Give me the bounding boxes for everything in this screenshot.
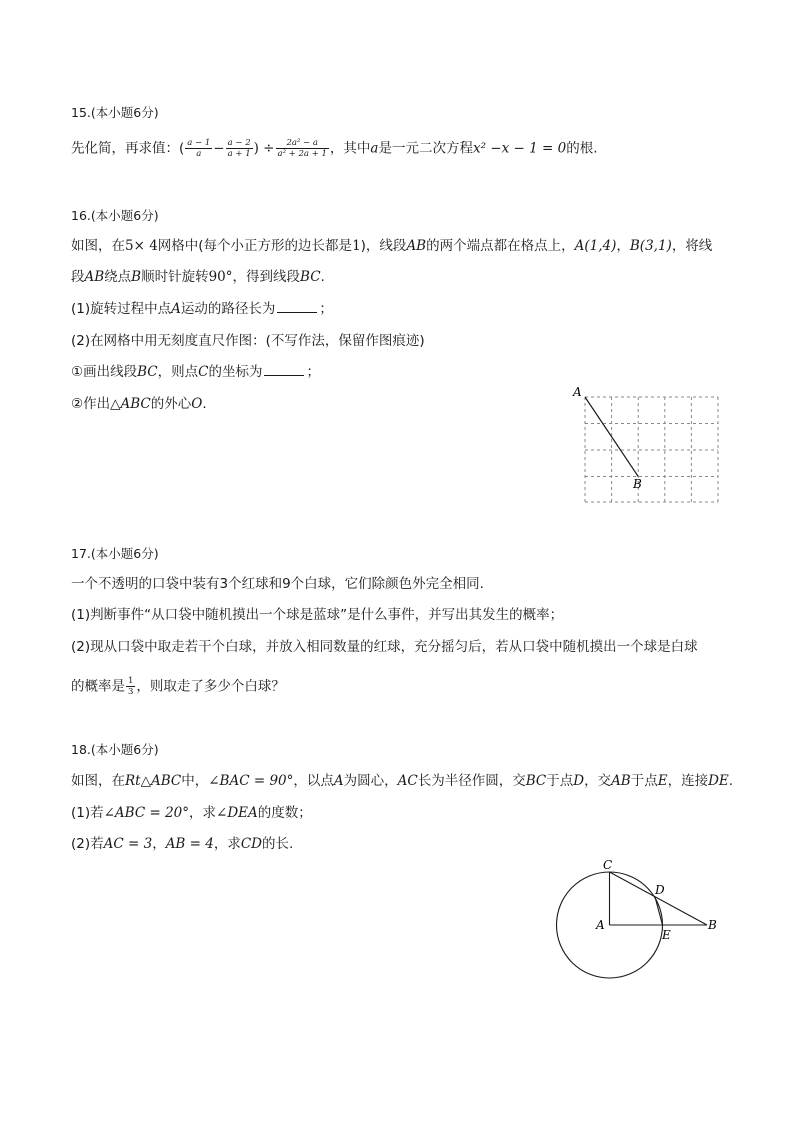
segment-de [655, 897, 663, 925]
q18-angle-abc: ∠ABC = 20° [103, 805, 190, 821]
q18-point-e: E [657, 773, 668, 789]
q18-text: (1)若 [71, 805, 104, 821]
q16-triangle: △ABC [110, 396, 151, 412]
q18-header: 18.(本小题6分) [71, 742, 159, 757]
q15-f3-num: 2a² − a [276, 138, 329, 149]
q16-text: ，得到线段 [232, 269, 301, 285]
q16-text: 顺时针旋转 [141, 269, 209, 285]
answer-blank [277, 299, 317, 313]
q18-text: 中， [181, 773, 209, 789]
q16-grid-size: 5× 4 [125, 238, 158, 254]
q17-text: 的概率是 [71, 678, 125, 695]
q16-part-2-1 [71, 362, 320, 382]
q18-seg-de: DE [708, 773, 729, 789]
q18-rt: Rt [125, 773, 141, 789]
q15-f1-den: a [196, 149, 202, 159]
q15-f2-den: a + 1 [227, 149, 251, 159]
q17-header: 17.(本小题6分) [71, 546, 159, 561]
q16-point-b: B [131, 269, 142, 285]
q18-text: 于点 [630, 773, 658, 789]
q18-ab-value: AB = 4 [165, 836, 214, 852]
q17-frac-den: 3 [128, 687, 134, 697]
q17-line-1: 一个不透明的口袋中装有3个红球和9个白球，它们除颜色外完全相同. [71, 576, 484, 592]
q16-grid-figure [565, 380, 735, 510]
q18-text: . [728, 773, 734, 789]
q18-text: (2)若 [71, 836, 104, 852]
q16-angle: 90° [208, 269, 233, 285]
label-d: D [655, 883, 665, 897]
q16-text: ，将线 [671, 238, 713, 254]
q15-tail: 的根. [566, 140, 598, 157]
q18-angle-dea: ∠DEA [216, 805, 258, 821]
q15-f3-den: a² + 2a + 1 [277, 149, 327, 159]
q16-text: ，则点 [157, 364, 199, 380]
q15-div: ) ÷ [253, 140, 275, 157]
q16-text: 网格中(每个小正方形的边长都是 [157, 238, 353, 254]
q17-frac-num: 1 [128, 676, 134, 686]
q15-f1-num: a − 1 [187, 138, 211, 148]
q17-text: ，则取走了多少个白球？ [136, 678, 285, 695]
q18-text: 的度数； [257, 805, 312, 821]
q16-text: )，线段 [360, 238, 407, 254]
q15-fraction-1 [185, 138, 212, 159]
q15-intro: 先化简，再求值：( [71, 140, 185, 157]
q18-point-a: A [333, 773, 344, 789]
q16-point-b: B(3,1) [629, 238, 672, 254]
q18-text: 于点 [546, 773, 574, 789]
q18-ac-value: AC = 3 [103, 836, 153, 852]
q17-line-3: (2)现从口袋中取走若干个白球，并放入相同数量的红球，充分摇匀后，若从口袋中随机摸出一个球是白球 [71, 639, 698, 655]
q16-text: ， [616, 238, 630, 254]
q16-seg-bc: BC [300, 269, 321, 285]
q16-seg-ab: AB [84, 269, 105, 285]
q17-line-2: (1)判断事件“从口袋中随机摸出一个球是蓝球”是什么事件，并写出其发生的概率； [71, 607, 564, 623]
q18-point-d: D [573, 773, 585, 789]
q15-f2-num: a − 2 [227, 138, 251, 148]
q16-text: 的两个端点都在格点上， [426, 238, 575, 254]
grid-lines [585, 397, 718, 502]
q16-text: 绕点 [104, 269, 132, 285]
q16-text: 如图，在 [71, 238, 125, 254]
q18-text: ，连接 [667, 773, 709, 789]
q18-text: ，交 [584, 773, 612, 789]
q16-text: ； [306, 364, 320, 380]
q16-part-2: (2)在网格中用无刻度直尺作图：(不写作法，保留作图痕迹) [71, 333, 425, 349]
q18-text: ，以点 [293, 773, 334, 789]
q16-text: . [320, 269, 325, 285]
q15-var-a: a [370, 140, 379, 157]
q15-mid: ，其中 [329, 140, 371, 157]
q16-part-2-2 [71, 394, 207, 414]
q18-part-1 [71, 803, 312, 823]
q16-seg-ab: AB [406, 238, 427, 254]
q15-statement [71, 138, 598, 159]
q16-text: 段 [71, 269, 85, 285]
q16-text: (1)旋转过程中点 [71, 301, 172, 317]
q17-fraction [126, 676, 135, 697]
q16-text: 运动的路径长为 [180, 301, 276, 317]
q15-equation: x² −x − 1 = 0 [472, 140, 567, 157]
answer-blank [264, 362, 304, 376]
label-a: A [573, 385, 582, 399]
q15-header: 15.(本小题6分) [71, 105, 159, 120]
q18-triangle: △ABC [140, 773, 182, 789]
q15-mid2: 是一元二次方程 [378, 140, 473, 157]
q18-seg-bc: BC [525, 773, 547, 789]
q18-text: ， [152, 836, 166, 852]
q16-text: 的外心 [150, 396, 192, 412]
q18-seg-ac: AC [397, 773, 418, 789]
label-b: B [633, 477, 642, 491]
q18-text: ，求 [189, 805, 217, 821]
q16-point-a: A(1,4) [574, 238, 617, 254]
segment-bc [610, 872, 708, 925]
label-c: C [603, 858, 613, 872]
q16-unit: 1 [352, 238, 361, 254]
q16-header: 16.(本小题6分) [71, 208, 159, 223]
q15-minus: − [213, 140, 225, 157]
q16-point-a: A [171, 301, 181, 317]
q16-line-1 [71, 236, 712, 256]
q16-point-o: O [191, 396, 203, 412]
q16-text: ①画出线段 [71, 364, 138, 380]
q18-text: 的长. [262, 836, 294, 852]
q18-text: 为圆心， [343, 773, 398, 789]
q17-line-4 [71, 676, 285, 697]
q16-seg-bc: BC [137, 364, 158, 380]
q18-part-2 [71, 834, 293, 854]
label-b: B [708, 918, 717, 932]
q16-point-c: C [198, 364, 209, 380]
q16-line-2 [71, 267, 325, 287]
q16-part-1 [71, 299, 333, 319]
q18-circle-figure [545, 855, 735, 985]
label-a: A [596, 918, 605, 932]
q15-fraction-2 [226, 138, 253, 159]
q16-text: 的坐标为 [208, 364, 263, 380]
q18-line-1 [71, 771, 733, 791]
q16-text: ②作出 [71, 396, 111, 412]
q18-text: ，求 [213, 836, 241, 852]
q18-seg-ab: AB [611, 773, 631, 789]
q16-text: . [202, 396, 207, 412]
q18-text: 长为半径作圆，交 [417, 773, 526, 789]
q15-fraction-3 [276, 138, 329, 159]
label-e: E [662, 928, 671, 942]
q18-angle: ∠BAC = 90° [208, 773, 294, 789]
q18-seg-cd: CD [240, 836, 262, 852]
q18-text: 如图，在 [71, 773, 125, 789]
q16-text: ； [319, 301, 333, 317]
